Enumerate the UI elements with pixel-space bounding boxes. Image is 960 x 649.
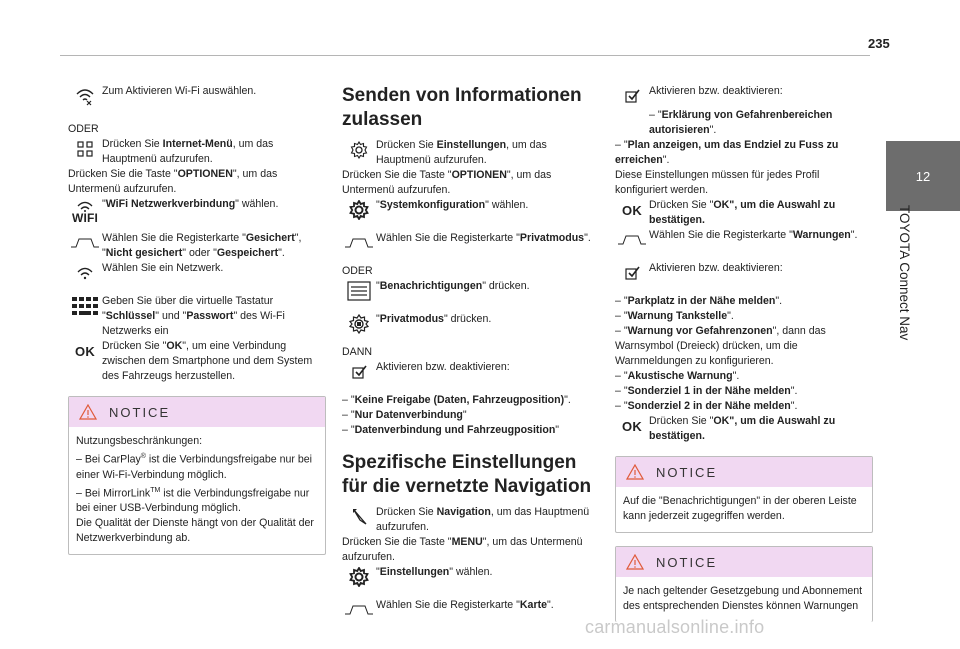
navigation-arrow-icon [342,505,376,529]
column-3 [615,84,873,622]
text-run: " drücken. [443,313,492,325]
step-ok [615,414,873,444]
step-privacy-tab [342,231,600,255]
notice-header [616,457,872,487]
text-bold: Warnungen [792,229,851,241]
step-select-tab [68,231,326,261]
grid-menu-icon [68,137,102,161]
wifi-network-icon [68,261,102,285]
list-item [615,108,873,138]
ok-icon-text: OK [622,418,642,434]
step-privacy-mode [342,312,600,336]
step-toggle [615,261,873,285]
step-system-config [342,198,600,222]
text-run: ", dann das Warnsymbol (Dreieck) drücken, um die Warnmeldungen zu konfigurieren. [615,325,826,367]
list-item [615,399,873,414]
text-run: – " [615,325,628,337]
text-run: – Bei MirrorLink [76,487,151,500]
step-ok [615,198,873,228]
text-bold: Schlüssel [105,310,156,322]
paragraph [342,535,600,565]
step-text: Aktivieren bzw. deaktivieren: [649,85,783,97]
text-run: " wählen. [449,566,493,578]
text-run: , um das Hauptmenü aufzurufen. [376,506,590,533]
section-heading: Spezifische Einstellungen für die vernetzte Navigation [342,452,592,497]
list-item [615,384,873,399]
notice-box [68,396,326,555]
step-toggle [342,360,600,384]
notice-body [69,427,325,554]
text-bold: Privatmodus [379,313,444,325]
paragraph [68,167,326,197]
text-run: " und " [155,310,187,322]
text-bold: Navigation [436,506,491,518]
text-bold: Plan anzeigen, um das Endziel zu Fuss zu erreichen [615,139,839,166]
superscript: TM [150,486,161,494]
warning-icon [626,464,644,480]
list-item [615,369,873,384]
notice-label: NOTICE [656,554,718,570]
step-text: Aktivieren bzw. deaktivieren: [376,361,510,373]
step-map-tab [342,598,600,622]
paragraph: Diese Einstellungen müssen für jedes Profil konfiguriert werden. [615,169,820,196]
notice-label: NOTICE [656,464,718,480]
step-warnings-tab [615,228,873,252]
text-run: " [376,280,380,292]
list-item [342,408,600,423]
text-run: " wählen. [485,199,529,211]
chapter-tab [886,141,960,211]
text-run: " [102,198,106,210]
step-notifications [342,279,600,303]
text-run: Geben Sie über die virtuelle Tastatur " [102,295,274,322]
notice-line [76,483,318,517]
text-run: " [555,424,560,436]
notice-body: Je nach geltender Gesetzgebung und Abonnement des entsprechenden Dienstes können Warnungen [623,585,863,612]
chapter-title [896,205,916,405]
text-run: Wählen Sie die Registerkarte " [376,232,520,244]
step-navigation [342,505,600,535]
warning-icon [79,404,97,420]
text-bold: Benachrichtigungen [379,280,483,292]
text-bold: OK [166,340,183,352]
step-wifi-connection [68,197,326,227]
notice-body: Auf die "Benachrichtigungen" in der oberen Leiste kann jederzeit zugegriffen werden. [623,495,857,522]
ok-icon [615,414,649,438]
page-number: 235 [868,36,890,51]
text-bold: Datenverbindung und Fahrzeugposition [354,424,556,436]
dann-label: DANN [342,346,373,358]
text-run: ". [564,394,571,406]
text-bold: Sonderziel 2 in der Nähe melden [627,400,791,412]
text-run: Drücken Sie die Taste " [342,169,452,181]
text-run: Wählen Sie die Registerkarte " [376,599,520,611]
step-settings-select [342,565,600,589]
list-item [615,138,873,168]
text-run: ", um das Untermenü aufzurufen. [68,168,278,195]
text-bold: WiFi Netzwerkverbindung [105,198,236,210]
text-run: Drücken Sie [376,139,437,151]
text-run: " [376,313,380,325]
text-bold: Gesichert [245,232,295,244]
text-run: Drücken Sie " [649,199,714,211]
text-bold: Einstellungen [436,139,507,151]
tab-select-icon [615,228,649,252]
step-text: Zum Aktivieren Wi-Fi auswählen. [102,85,257,97]
settings-icon [342,138,376,162]
list-item [342,423,600,438]
step-text: Wählen Sie ein Netzwerk. [102,262,224,274]
text-run: ". [278,247,285,259]
text-bold: Parkplatz in der Nähe melden [627,295,776,307]
text-bold: Karte [519,599,547,611]
text-bold: OPTIONEN [177,168,233,180]
text-bold: Systemkonfiguration [379,199,486,211]
wifi-icon [68,84,102,108]
text-run: ". [547,599,554,611]
text-bold: Warnung Tankstelle [627,310,728,322]
text-run: – " [342,409,355,421]
list-item [615,309,873,324]
oder-label: ODER [342,265,373,277]
text-bold: Nur Datenverbindung [354,409,463,421]
text-run: – Bei CarPlay [76,453,141,466]
text-bold: Passwort [186,310,234,322]
text-bold: OK", um die Auswahl zu bestätigen. [649,415,836,442]
text-bold: OK", um die Auswahl zu bestätigen. [649,199,836,226]
list-item [615,294,873,309]
checkbox-icon [615,261,649,285]
notifications-list-icon [342,279,376,303]
text-run: ". [662,154,670,166]
text-run: ist die Verbindungsfreigabe nur bei einer Wi-Fi-Verbindung möglich. [76,453,313,481]
section-heading: Senden von Informationen zulassen [342,85,582,130]
text-run: ist die Verbindungsfreigabe nur bei einer USB-Verbindung möglich. [76,487,310,515]
text-bold: OPTIONEN [451,169,507,181]
text-bold: Erklärung von Gefahrenbereichen autorisieren [649,109,833,136]
tab-select-icon [342,598,376,622]
step-ok [68,339,326,384]
chapter-number: 12 [915,168,931,184]
list-item [615,324,873,369]
text-run: ". [775,295,783,307]
text-run: " oder " [182,247,217,259]
tab-select-icon [342,231,376,255]
step-internet-menu [68,137,326,167]
text-bold: Privatmodus [519,232,585,244]
text-run: – " [615,139,628,151]
text-run: Drücken Sie [376,506,437,518]
text-run: ". [584,232,591,244]
superscript: ® [140,453,146,460]
text-bold: Einstellungen [379,566,450,578]
text-run: ", " [102,232,302,259]
notice-box [615,546,873,622]
text-run: ", um das Untermenü aufzurufen. [342,169,552,196]
text-run: Drücken Sie die Taste " [68,168,178,180]
text-bold: Warnung vor Gefahrenzonen [627,325,773,337]
text-run: " [376,566,380,578]
text-run: ". [709,124,717,136]
tab-select-icon [68,231,102,255]
step-wifi-activate [68,84,326,108]
text-run: ". [790,385,798,397]
text-bold: Gespeichert [216,247,279,259]
gear-config-icon [342,565,376,589]
text-run: Drücken Sie die Taste " [342,536,452,548]
paragraph [342,168,600,198]
step-keyboard [68,294,326,339]
text-bold: Akustische Warnung [627,370,733,382]
text-run: " drücken. [482,280,530,292]
text-run: – " [615,310,628,322]
text-run: Drücken Sie " [649,415,714,427]
ok-icon [68,339,102,363]
text-run: – " [342,394,355,406]
text-run: ", um das Untermenü aufzurufen. [342,536,583,563]
notice-line [76,449,318,483]
text-run: " [376,199,380,211]
text-run: " [462,409,467,421]
checkbox-icon [615,84,649,108]
keyboard-icon [68,294,102,318]
text-run: " wählen. [235,198,279,210]
step-text: Aktivieren bzw. deaktivieren: [649,262,783,274]
wifi-label-icon [68,197,102,227]
ok-icon-text: OK [622,202,642,218]
text-run: – " [615,400,628,412]
column-1 [68,84,326,555]
text-run: " des Wi-Fi Netzwerks ein [102,310,285,337]
wifi-label-text: WIFI [71,211,99,225]
ok-icon-text: OK [75,343,95,359]
oder-label: ODER [68,123,99,135]
text-run: Wählen Sie die Registerkarte " [102,232,246,244]
gear-config-icon [342,198,376,222]
notice-box [615,456,873,533]
text-run: – " [615,370,628,382]
text-run: – " [615,385,628,397]
text-bold: Keine Freigabe (Daten, Fahrzeugposition) [354,394,565,406]
text-run: ". [790,400,798,412]
text-run: ". [850,229,858,241]
checkbox-icon [342,360,376,384]
list-item [342,393,600,408]
chapter-title-text: TOYOTA Connect Nav [897,205,912,341]
ok-icon [615,198,649,222]
text-bold: Internet-Menü [162,138,233,150]
privacy-mode-icon [342,312,376,336]
text-run: – " [342,424,355,436]
notice-line: Die Qualität der Dienste hängt von der Qualität der Netzwerkverbindung ab. [76,517,314,545]
notice-label: NOTICE [109,404,171,420]
notice-header [69,397,325,427]
text-bold: MENU [451,536,483,548]
text-bold: Nicht gesichert [105,247,183,259]
text-run: – " [649,109,662,121]
text-run: Wählen Sie die Registerkarte " [649,229,793,241]
header-rule [60,55,870,56]
text-run: , um das Hauptmenü aufzurufen. [102,138,274,165]
notice-header [616,547,872,577]
step-select-network [68,261,326,285]
notice-line: Nutzungsbeschränkungen: [76,435,203,447]
step-settings [342,138,600,168]
step-toggle [615,84,873,108]
text-run: ", um eine Verbindung zwischen dem Smartphone und dem System des Fahrzeugs herzustellen. [102,340,313,382]
watermark: carmanualsonline.info [585,617,765,637]
text-run: ". [727,310,734,322]
text-run: – " [615,295,628,307]
text-bold: Sonderziel 1 in der Nähe melden [627,385,791,397]
text-run: , um das Hauptmenü aufzurufen. [376,139,547,166]
text-run: ". [732,370,740,382]
column-2 [342,84,600,622]
text-run: Drücken Sie [102,138,163,150]
warning-icon [626,554,644,570]
text-run: Drücken Sie " [102,340,167,352]
